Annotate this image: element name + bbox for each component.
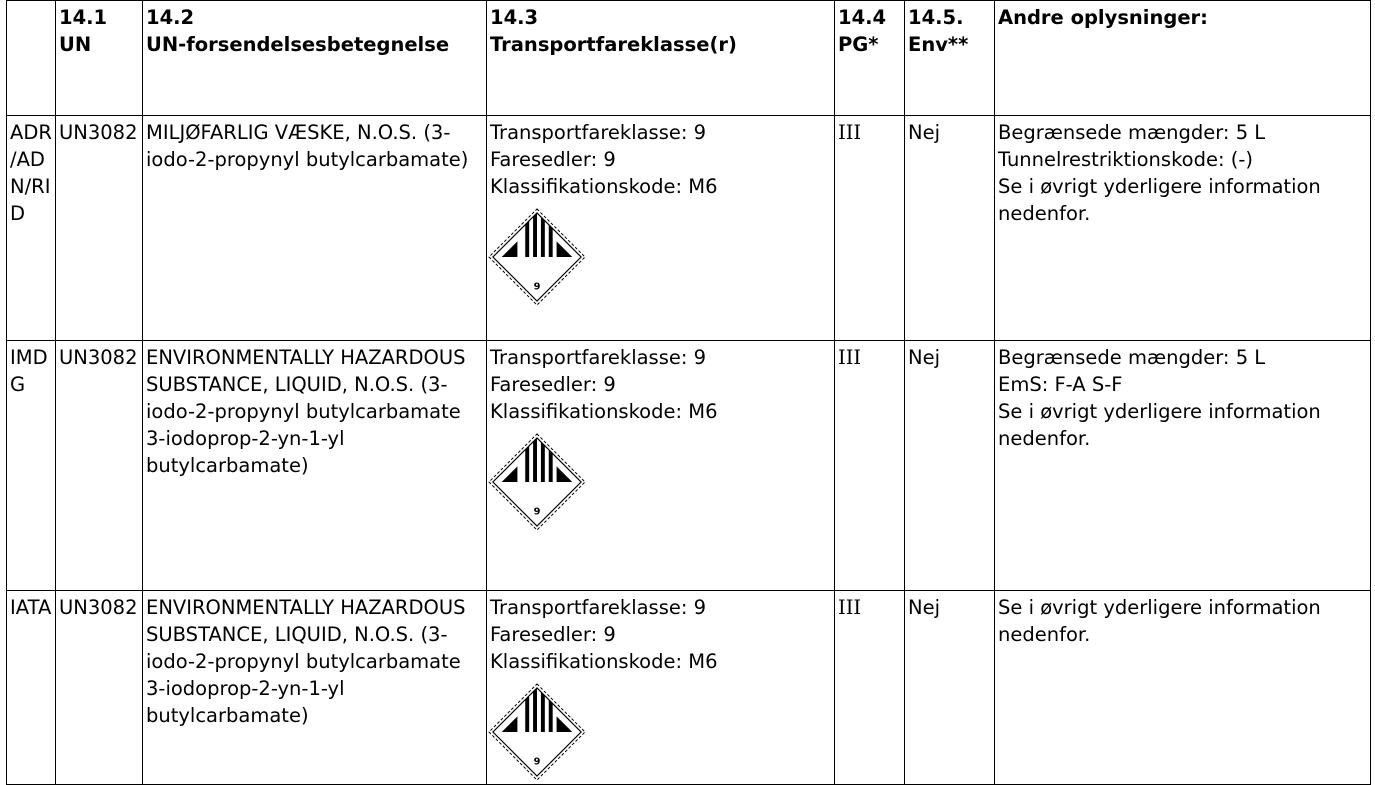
hazard-class-cell (487, 341, 835, 591)
class-line: Transportfareklasse: 9 (490, 346, 707, 369)
classification-code-line: Klassifikationskode: M6 (490, 175, 718, 198)
header-shipping-name (143, 1, 487, 116)
other-info-line: Begrænsede mængder: 5 L (998, 346, 1266, 369)
header-other-info (995, 1, 1371, 116)
environmental-hazard-cell: Nej (905, 341, 995, 591)
header-name-section: 14.2 (146, 6, 195, 29)
hazard-label-number: 9 (533, 281, 541, 293)
header-packing-group (835, 1, 905, 116)
table-header-row (7, 1, 1371, 116)
classification-code-line: Klassifikationskode: M6 (490, 650, 718, 673)
environmental-hazard-cell: Nej (905, 591, 995, 785)
class-9-hazard-label-icon (487, 208, 587, 306)
classification-code-line: Klassifikationskode: M6 (490, 400, 718, 423)
class-line: Transportfareklasse: 9 (490, 596, 707, 619)
label-line: Faresedler: 9 (490, 148, 616, 171)
hazard-label-number: 9 (533, 756, 541, 768)
label-line: Faresedler: 9 (490, 623, 616, 646)
packing-group-cell: III (835, 341, 905, 591)
header-empty-cell (7, 1, 56, 116)
transport-mode-cell: IMDG (7, 341, 56, 591)
shipping-name-cell: ENVIRONMENTALLY HAZARDOUS SUBSTANCE, LIQUID, N.O.S. (3-iodo-2-propynyl butylcarbamate 3-iodoprop-2-yn-1-yl butylcarbamate) (143, 591, 487, 785)
other-info-line: Se i øvrigt yderligere information nedenfor. (998, 596, 1327, 646)
packing-group-cell: III (835, 591, 905, 785)
other-info-cell (995, 341, 1371, 591)
header-other-label: Andre oplysninger: (998, 6, 1208, 29)
table-row (7, 341, 1371, 591)
header-un-label: UN (59, 33, 92, 56)
header-pg-label: PG* (838, 33, 879, 56)
hazard-class-cell (487, 591, 835, 785)
other-info-line: Tunnelrestriktionskode: (-) (998, 148, 1253, 171)
other-info-line: EmS: F-A S-F (998, 373, 1123, 396)
other-info-line: Begrænsede mængder: 5 L (998, 121, 1266, 144)
transport-info-table (6, 0, 1371, 785)
hazard-label-number: 9 (533, 506, 541, 518)
header-name-label: UN-forsendelsesbetegnelse (146, 33, 450, 56)
class-9-hazard-label-icon (487, 433, 587, 531)
other-info-line: Se i øvrigt yderligere information nedenfor. (998, 175, 1327, 225)
label-line: Faresedler: 9 (490, 373, 616, 396)
class-line: Transportfareklasse: 9 (490, 121, 707, 144)
header-un-section: 14.1 (59, 6, 108, 29)
transport-mode-cell: IATA (7, 591, 56, 785)
header-env-section: 14.5. (908, 6, 964, 29)
class-9-hazard-label-icon (487, 683, 587, 781)
header-un-number (56, 1, 143, 116)
packing-group-cell: III (835, 116, 905, 341)
hazard-class-cell (487, 116, 835, 341)
header-environment (905, 1, 995, 116)
table-row (7, 591, 1371, 785)
other-info-cell (995, 591, 1371, 785)
shipping-name-cell: MILJØFARLIG VÆSKE, N.O.S. (3-iodo-2-propynyl butylcarbamate) (143, 116, 487, 341)
header-class-section: 14.3 (490, 6, 539, 29)
header-pg-section: 14.4 (838, 6, 887, 29)
header-hazard-class (487, 1, 835, 116)
other-info-cell (995, 116, 1371, 341)
table-row (7, 116, 1371, 341)
transport-mode-cell: ADR/ADN/RID (7, 116, 56, 341)
header-class-label: Transportfareklasse(r) (490, 33, 737, 56)
header-env-label: Env** (908, 33, 969, 56)
un-number-cell: UN3082 (56, 116, 143, 341)
environmental-hazard-cell: Nej (905, 116, 995, 341)
shipping-name-cell: ENVIRONMENTALLY HAZARDOUS SUBSTANCE, LIQUID, N.O.S. (3-iodo-2-propynyl butylcarbamate 3-iodoprop-2-yn-1-yl butylcarbamate) (143, 341, 487, 591)
un-number-cell: UN3082 (56, 591, 143, 785)
other-info-line: Se i øvrigt yderligere information nedenfor. (998, 400, 1327, 450)
un-number-cell: UN3082 (56, 341, 143, 591)
